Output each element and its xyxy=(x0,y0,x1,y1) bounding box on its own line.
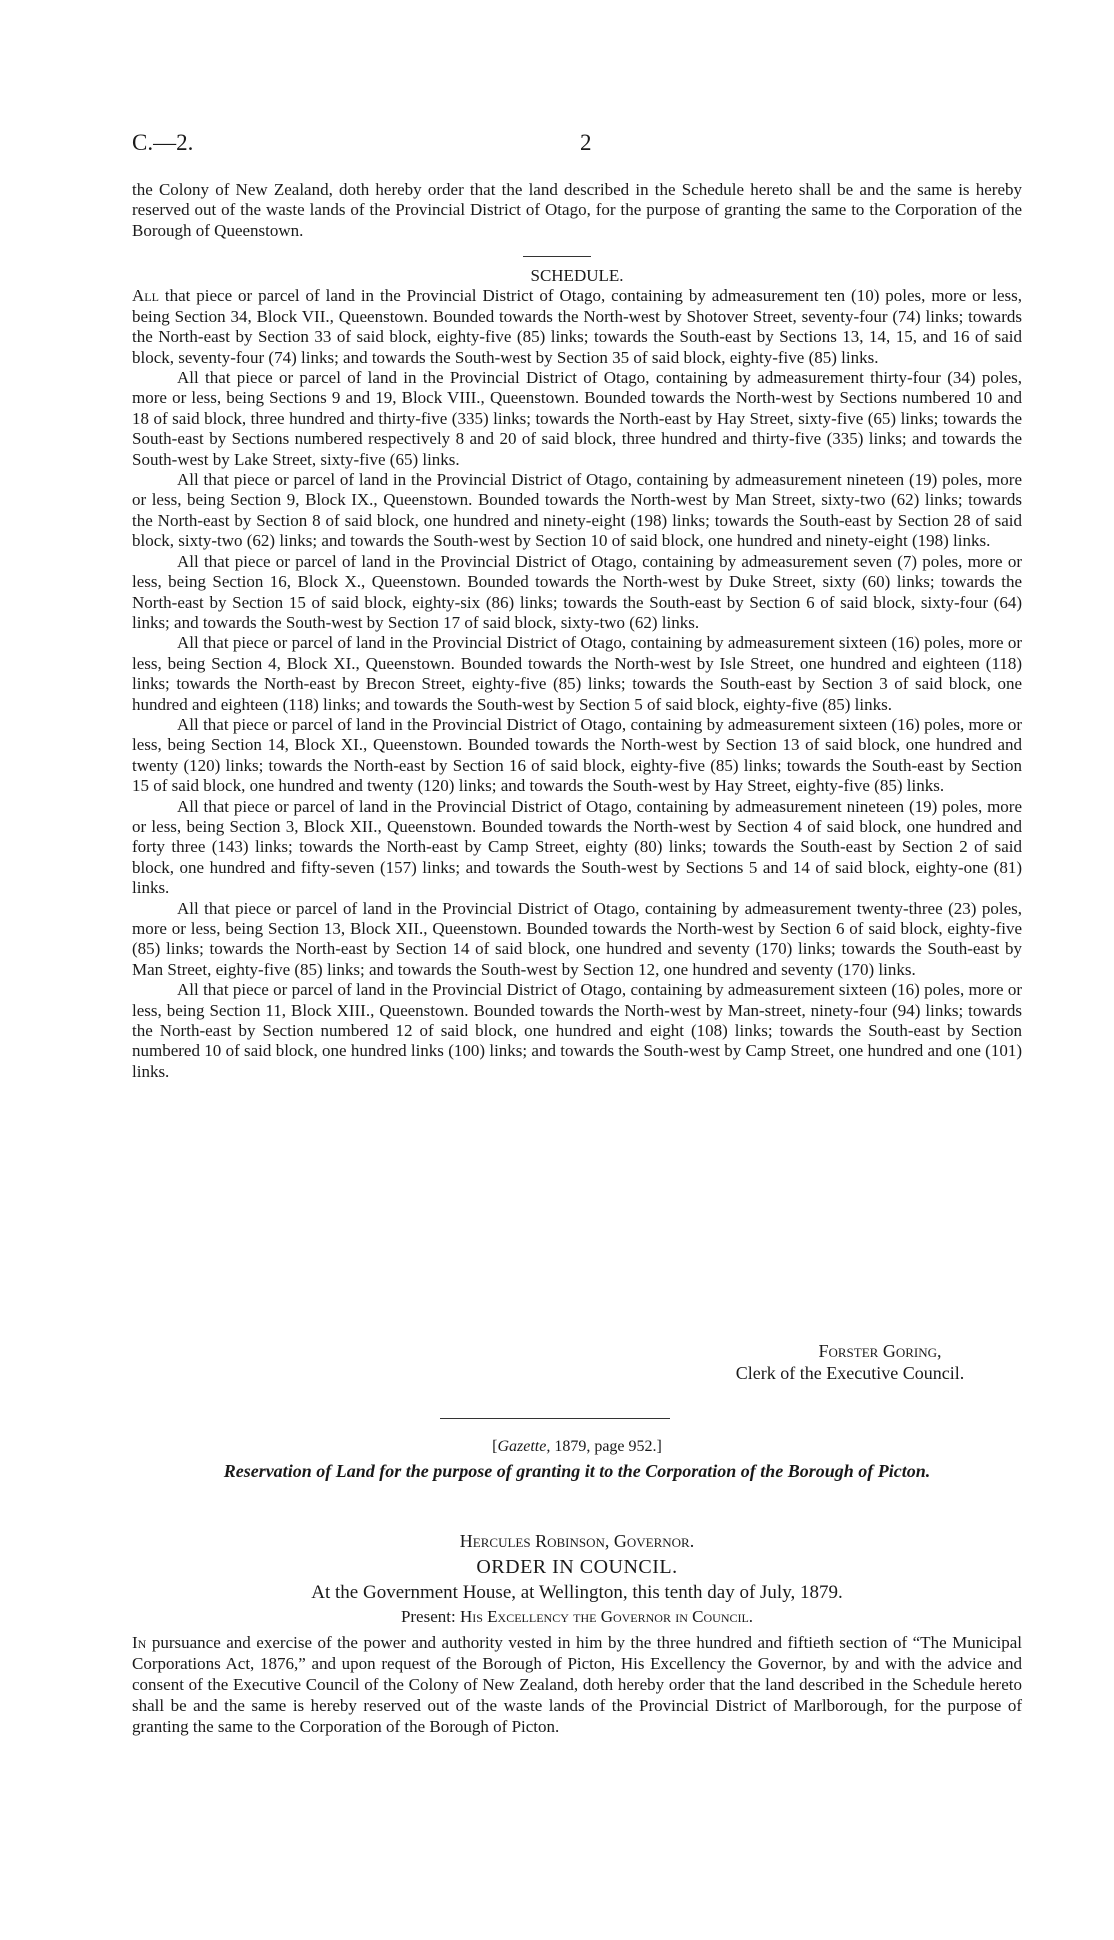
page-number: 2 xyxy=(580,130,592,155)
schedule-first-word: All xyxy=(132,286,159,306)
intro-paragraph: the Colony of New Zealand, doth hereby order that the land described in the Schedule hereto shall be and the same is hereby reserved out of the waste lands of the Provincial District of Otago, for the purpose of granting the same to the Corporation of the Borough of Queenstown. xyxy=(132,180,1022,240)
gazette-title: Reservation of Land for the purpose of granting it to the Corporation of the Borough of Picton. xyxy=(223,1461,931,1481)
signatory-title: Clerk of the Executive Council. xyxy=(735,1363,965,1383)
governor-line: Hercules Robinson, Governor. xyxy=(459,1531,695,1551)
schedule-first-text: that piece or parcel of land in the Provincial District of Otago, containing by admeasurement ten (10) poles, more or less, being Section 34, Block VII., Queenstown. Bounded towards the North-west by Shotover Street, seventy-four (74) links; towards the North-east by Section 33 of said block, eighty-five (85) links; towards the South-east by Sections 13, 14, 15, and 16 of said block, seventy-four (74) links; and towards the South-west by Section 35 of said block, eighty-five (85) links. xyxy=(132,286,1022,367)
present-line xyxy=(132,1606,1022,1628)
gazette-word: Gazette, xyxy=(497,1438,551,1455)
schedule-paragraph: All that piece or parcel of land in the Provincial District of Otago, containing by admeasurement sixteen (16) poles, more or less, being Section 14, Block XI., Queenstown. Bounded towards the North-west by Section 13 of said block, one hundred and twenty (120) links; towards the North-east by Section 16 of said block, eighty-five (85) links; towards the South-east by Section 15 of said block, one hundred and twenty (120) links; and towards the South-west by Hay Street, eighty-five (85) links. xyxy=(132,714,1022,796)
schedule-paragraph-first xyxy=(132,286,1022,368)
order-body xyxy=(132,1632,1022,1737)
order-body-block xyxy=(132,1632,1022,1737)
section-divider xyxy=(440,1418,670,1419)
heading-rule xyxy=(523,256,591,257)
page-header xyxy=(132,130,1022,160)
schedule-paragraph: All that piece or parcel of land in the Provincial District of Otago, containing by admeasurement sixteen (16) poles, more or less, being Section 4, Block XI., Queenstown. Bounded towards the North-west by Isle Street, one hundred and eighteen (118) links; towards the North-east by Brecon Street, eighty-five (85) links; towards the South-east by Section 3 of said block, one hundred and eighteen (118) links; and towards the South-west by Section 5 of said block, eighty-five (85) links. xyxy=(132,633,1022,714)
order-heading: ORDER IN COUNCIL. xyxy=(476,1556,678,1578)
schedule-paragraph: All that piece or parcel of land in the Provincial District of Otago, containing by admeasurement thirty-four (34) poles, more or less, being Sections 9 and 19, Block VIII., Queenstown. Bounded towards the North-west by Sections numbered 10 and 18 of said block, three hundred and thirty-five (335) links; towards the North-east by Hay Street, sixty-five (65) links; towards the South-east by Sections numbered respectively 8 and 20 of said block, three hundred and thirty-five (335) links; and towards the South-west by Lake Street, sixty-five (65) links. xyxy=(132,368,1022,469)
order-heading-block xyxy=(132,1528,1022,1628)
present-text: His Excellency the Governor in Council. xyxy=(455,1607,754,1626)
intro-paragraph-block xyxy=(132,180,1022,241)
document-code: C.—2. xyxy=(132,130,194,155)
schedule-block xyxy=(132,266,1022,1082)
schedule-heading: SCHEDULE. xyxy=(530,266,624,285)
gazette-block xyxy=(132,1436,1022,1484)
signature-block xyxy=(690,1340,1010,1384)
order-body-text: pursuance and exercise of the power and authority vested in him by the three hundred and fiftieth section of “The Municipal Corporations Act, 1876,” and upon request of the Borough of Picton, His Excellency the Governor, by and with the advice and consent of the Executive Council of the Colony of New Zealand, doth hereby order that the land described in the Schedule hereto shall be and the same is hereby reserved out of the waste lands of the Provincial District of Marlborough, for the purpose of granting the same to the Corporation of the Borough of Picton. xyxy=(132,1633,1022,1736)
schedule-paragraph: All that piece or parcel of land in the Provincial District of Otago, containing by admeasurement nineteen (19) poles, more or less, being Section 3, Block XII., Queenstown. Bounded towards the North-west by Section 4 of said block, one hundred and forty three (143) links; towards the North-east by Camp Street, eighty (80) links; towards the South-east by Section 2 of said block, one hundred and fifty-seven (157) links; and towards the South-west by Sections 5 and 14 of said block, eighty-one (81) links. xyxy=(132,796,1022,898)
schedule-paragraph: All that piece or parcel of land in the Provincial District of Otago, containing by admeasurement seven (7) poles, more or less, being Section 16, Block X., Queenstown. Bounded towards the North-west by Duke Street, sixty (60) links; towards the North-east by Section 15 of said block, eighty-six (86) links; towards the South-east by Section 6 of said block, sixty-four (64) links; and towards the South-west by Section 17 of said block, sixty-two (62) links. xyxy=(132,551,1022,632)
order-body-first-word: In xyxy=(132,1633,147,1652)
gazette-reference: [Gazette, 1879, page 952.] xyxy=(492,1438,662,1455)
schedule-paragraph: All that piece or parcel of land in the Provincial District of Otago, containing by admeasurement nineteen (19) poles, more or less, being Section 9, Block IX., Queenstown. Bounded towards the North-west by Man Street, sixty-two (62) links; towards the North-east by Section 8 of said block, one hundred and ninety-eight (198) links; towards the South-east by Section 28 of said block, sixty-two (62) links; and towards the South-west by Section 10 of said block, one hundred and ninety-eight (198) links. xyxy=(132,470,1022,551)
schedule-paragraph: All that piece or parcel of land in the Provincial District of Otago, containing by admeasurement twenty-three (23) poles, more or less, being Section 13, Block XII., Queenstown. Bounded towards the North-west by Section 6 of said block, eighty-five (85) links; towards the North-east by Section 14 of said block, one hundred and seventy (170) links; towards the South-east by Man Street, eighty-five (85) links; and towards the South-west by Section 12, one hundred and seventy (170) links. xyxy=(132,898,1022,979)
order-location: At the Government House, at Wellington, this tenth day of July, 1879. xyxy=(311,1582,843,1603)
present-label: Present: xyxy=(400,1607,456,1626)
signatory-name: Forster Goring, xyxy=(818,1341,942,1361)
schedule-paragraph: All that piece or parcel of land in the Provincial District of Otago, containing by admeasurement sixteen (16) poles, more or less, being Section 11, Block XIII., Queenstown. Bounded towards the North-west by Man-street, ninety-four (94) links; towards the North-east by Section numbered 12 of said block, one hundred and eight (108) links; towards the South-east by Section numbered 10 of said block, one hundred links (100) links; and towards the South-west by Camp Street, one hundred and one (101) links. xyxy=(132,980,1022,1081)
